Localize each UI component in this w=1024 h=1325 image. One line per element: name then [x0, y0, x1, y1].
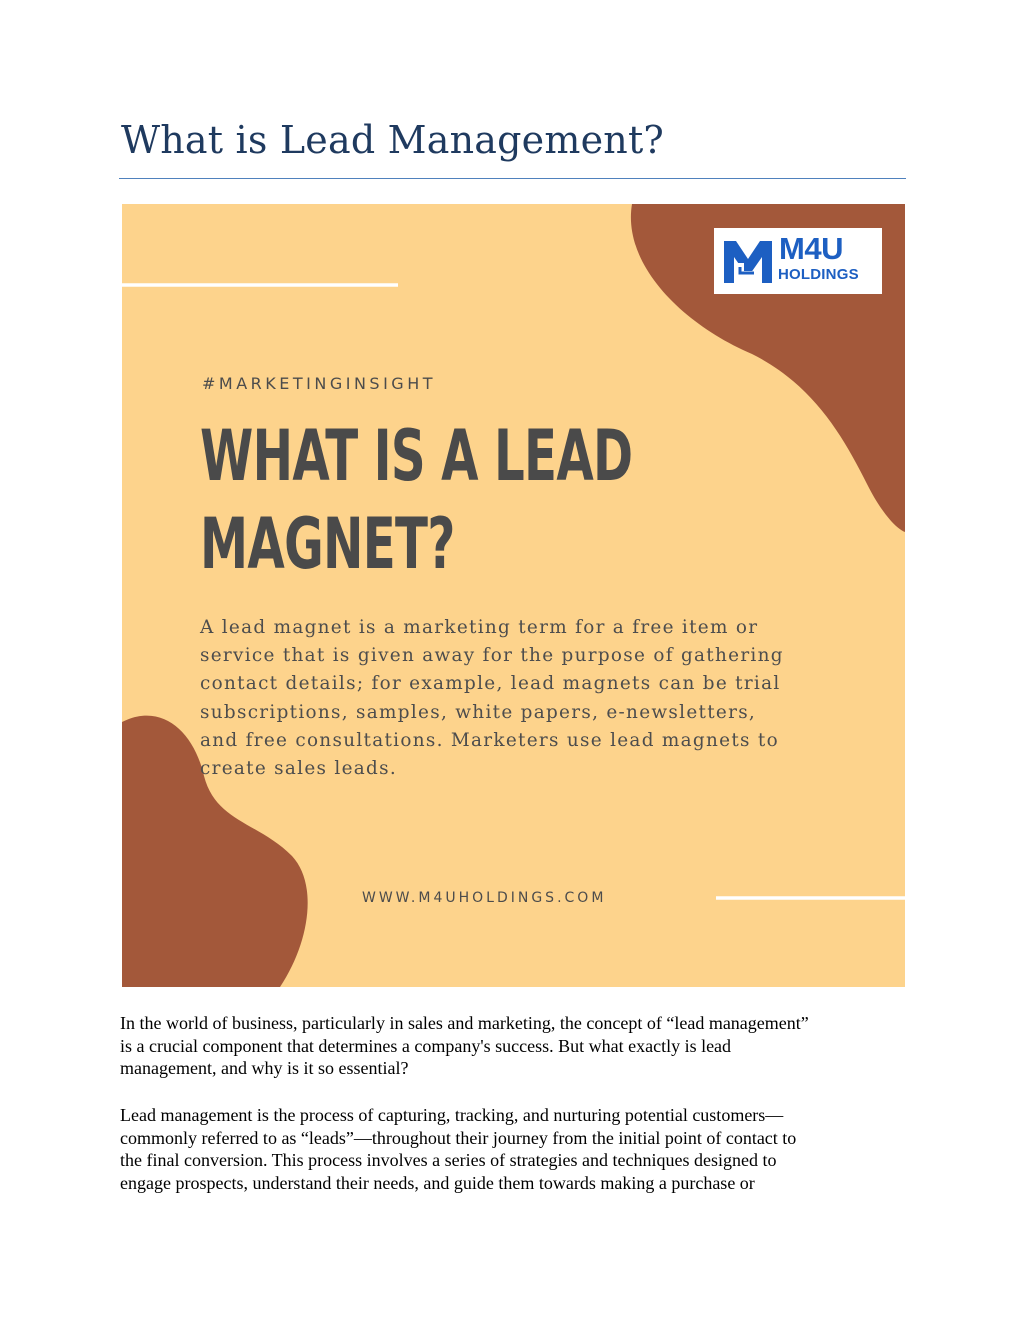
poster-background	[122, 204, 905, 987]
paragraph-line: engage prospects, understand their needs, and guide them towards making a purchase or	[120, 1172, 755, 1193]
m4u-logo	[714, 228, 882, 294]
paragraph-line: In the world of business, particularly in sales and marketing, the concept of “lead management”	[120, 1013, 809, 1033]
headline-line: WHAT IS A LEAD	[200, 415, 633, 497]
definition-line: and free consultations. Marketers use lead magnets to	[200, 729, 779, 751]
paragraph-line: Lead management is the process of capturing, tracking, and nurturing potential customers—	[120, 1105, 784, 1125]
title-divider	[119, 178, 906, 179]
definition-line: contact details; for example, lead magnets can be trial	[200, 673, 781, 695]
logo-subtitle: HOLDINGS	[778, 266, 859, 283]
lead-magnet-definition	[200, 614, 820, 783]
paragraph-line: commonly referred to as “leads”—throughout their journey from the initial point of contact to	[120, 1127, 797, 1148]
logo-wordmark: M4U	[779, 231, 843, 266]
definition-line: create sales leads.	[200, 758, 397, 780]
hashtag-label: #MARKETINGINSIGHT	[202, 374, 436, 393]
website-url: WWW.M4UHOLDINGS.COM	[362, 890, 607, 906]
page-title: What is Lead Management?	[121, 118, 664, 162]
paragraph-line: the final conversion. This process involves a series of strategies and techniques designed to	[120, 1150, 777, 1170]
paragraph-line: management, and why is it so essential?	[120, 1058, 409, 1078]
definition-paragraph	[120, 1104, 910, 1194]
definition-line: service that is given away for the purpose of gathering	[200, 645, 784, 667]
definition-line: subscriptions, samples, white papers, e-newsletters,	[200, 701, 757, 723]
intro-paragraph	[120, 1012, 910, 1080]
definition-line: A lead magnet is a marketing term for a free item or	[200, 617, 759, 638]
lead-magnet-infographic	[122, 204, 905, 987]
infographic-headline	[200, 412, 632, 588]
paragraph-line: is a crucial component that determines a company's success. But what exactly is lead	[120, 1035, 732, 1056]
headline-line: MAGNET?	[200, 503, 455, 585]
m4u-logo-icon	[722, 237, 774, 285]
